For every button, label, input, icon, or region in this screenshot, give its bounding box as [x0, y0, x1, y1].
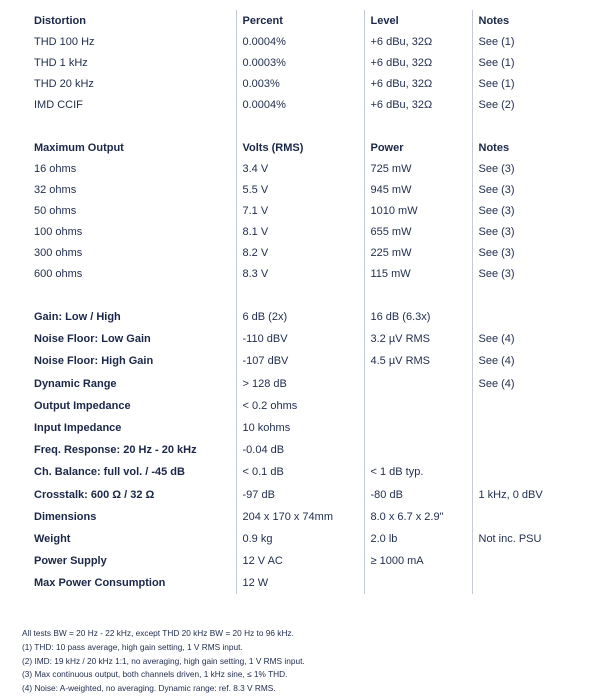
output-row-secondary: 945 mW	[364, 179, 472, 200]
output-header-row-secondary: Power	[364, 137, 472, 158]
section-spacer	[28, 284, 568, 306]
general-row-notes	[472, 306, 568, 328]
output-row-parameter: 600 ohms	[34, 267, 83, 280]
general-row-notes: See (4)	[472, 328, 568, 350]
general-row	[28, 373, 568, 395]
output-row	[28, 242, 568, 263]
output-row-notes: See (3)	[472, 242, 568, 263]
distortion-header-row-parameter: Distortion	[34, 14, 86, 27]
distortion-header-row-notes: Notes	[472, 10, 568, 31]
output-row-parameter: 300 ohms	[34, 246, 83, 259]
distortion-row	[28, 73, 568, 94]
general-row-notes	[472, 550, 568, 572]
general-row-secondary: < 1 dB typ.	[364, 461, 472, 483]
footnote-2: (2) IMD: 19 kHz / 20 kHz 1:1, no averaging, high gain setting, 1 V RMS input.	[22, 655, 305, 666]
general-row-parameter: Crosstalk: 600 Ω / 32 Ω	[34, 488, 155, 501]
output-row	[28, 158, 568, 179]
general-row-notes	[472, 506, 568, 528]
distortion-header-row	[28, 10, 568, 31]
output-row-secondary: 225 mW	[364, 242, 472, 263]
general-row-value: < 0.2 ohms	[236, 395, 364, 417]
distortion-row-value: 0.0004%	[236, 31, 364, 52]
general-row-value: 10 kohms	[236, 417, 364, 439]
distortion-row-notes: See (1)	[472, 52, 568, 73]
general-row-value: 6 dB (2x)	[236, 306, 364, 328]
general-row-secondary	[364, 417, 472, 439]
output-row-notes: See (3)	[472, 200, 568, 221]
output-header-row-value: Volts (RMS)	[236, 137, 364, 158]
general-row-notes	[472, 417, 568, 439]
distortion-row-secondary: +6 dBu, 32Ω	[364, 31, 472, 52]
general-row-value: > 128 dB	[236, 373, 364, 395]
general-row-secondary	[364, 395, 472, 417]
output-row-secondary: 725 mW	[364, 158, 472, 179]
general-row-parameter: Freq. Response: 20 Hz - 20 kHz	[34, 444, 197, 457]
general-row	[28, 528, 568, 550]
distortion-row-notes: See (1)	[472, 73, 568, 94]
general-row-notes	[472, 395, 568, 417]
general-row-value: 12 W	[236, 572, 364, 594]
general-row-value: 0.9 kg	[236, 528, 364, 550]
general-row-secondary: 16 dB (6.3x)	[364, 306, 472, 328]
general-row-secondary: 8.0 x 6.7 x 2.9"	[364, 506, 472, 528]
general-row-secondary: 4.5 µV RMS	[364, 350, 472, 372]
output-row	[28, 221, 568, 242]
output-row-secondary: 1010 mW	[364, 200, 472, 221]
output-row-value: 8.2 V	[236, 242, 364, 263]
distortion-row-value: 0.003%	[236, 73, 364, 94]
general-row-parameter: Output Impedance	[34, 399, 131, 412]
general-row	[28, 461, 568, 483]
distortion-row-notes: See (1)	[472, 31, 568, 52]
distortion-row-secondary: +6 dBu, 32Ω	[364, 52, 472, 73]
spec-table	[28, 10, 568, 594]
general-row	[28, 550, 568, 572]
general-row-notes: See (4)	[472, 350, 568, 372]
general-row	[28, 350, 568, 372]
general-row	[28, 484, 568, 506]
distortion-row	[28, 94, 568, 115]
general-row-parameter: Gain: Low / High	[34, 311, 121, 324]
general-row-parameter: Max Power Consumption	[34, 577, 166, 590]
general-row-secondary	[364, 373, 472, 395]
output-row-value: 5.5 V	[236, 179, 364, 200]
general-row-value: 12 V AC	[236, 550, 364, 572]
general-row	[28, 417, 568, 439]
output-header-row	[28, 137, 568, 158]
general-row-parameter: Ch. Balance: full vol. / -45 dB	[34, 466, 185, 479]
output-row-value: 3.4 V	[236, 158, 364, 179]
general-row	[28, 306, 568, 328]
output-row-notes: See (3)	[472, 263, 568, 284]
general-row-parameter: Noise Floor: High Gain	[34, 355, 154, 368]
distortion-row-value: 0.0004%	[236, 94, 364, 115]
output-header-row-notes: Notes	[472, 137, 568, 158]
output-row-secondary: 115 mW	[364, 263, 472, 284]
output-row-parameter: 50 ohms	[34, 204, 77, 217]
output-row-value: 7.1 V	[236, 200, 364, 221]
distortion-row	[28, 52, 568, 73]
general-row	[28, 506, 568, 528]
general-row-parameter: Weight	[34, 532, 71, 545]
general-row-parameter: Dynamic Range	[34, 377, 117, 390]
general-row-parameter: Input Impedance	[34, 422, 122, 435]
output-row-notes: See (3)	[472, 158, 568, 179]
distortion-row-notes: See (2)	[472, 94, 568, 115]
general-row	[28, 572, 568, 594]
output-header-row-parameter: Maximum Output	[34, 141, 124, 154]
general-row-secondary: 2.0 lb	[364, 528, 472, 550]
output-row	[28, 263, 568, 284]
output-row-parameter: 100 ohms	[34, 225, 83, 238]
footnote-1: (1) THD: 10 pass average, high gain setting, 1 V RMS input.	[22, 641, 243, 652]
output-row-value: 8.1 V	[236, 221, 364, 242]
general-row-value: -0.04 dB	[236, 439, 364, 461]
general-row-value: -110 dBV	[236, 328, 364, 350]
general-row	[28, 328, 568, 350]
output-row-parameter: 32 ohms	[34, 183, 77, 196]
general-row	[28, 439, 568, 461]
general-row-notes	[472, 461, 568, 483]
output-row-notes: See (3)	[472, 221, 568, 242]
general-row-secondary: -80 dB	[364, 484, 472, 506]
output-row	[28, 200, 568, 221]
distortion-row-parameter: THD 1 kHz	[34, 56, 88, 69]
output-row	[28, 179, 568, 200]
output-row-secondary: 655 mW	[364, 221, 472, 242]
general-row-secondary: 3.2 µV RMS	[364, 328, 472, 350]
general-row-notes	[472, 439, 568, 461]
general-row-secondary: ≥ 1000 mA	[364, 550, 472, 572]
spec-table-body	[28, 10, 568, 594]
general-row-notes	[472, 572, 568, 594]
distortion-row	[28, 31, 568, 52]
general-row-notes: 1 kHz, 0 dBV	[472, 484, 568, 506]
distortion-row-secondary: +6 dBu, 32Ω	[364, 73, 472, 94]
general-row-parameter: Noise Floor: Low Gain	[34, 333, 151, 346]
general-row-value: < 0.1 dB	[236, 461, 364, 483]
general-row-value: 204 x 170 x 74mm	[236, 506, 364, 528]
distortion-header-row-value: Percent	[236, 10, 364, 31]
general-row-notes: See (4)	[472, 373, 568, 395]
general-row-value: -107 dBV	[236, 350, 364, 372]
output-row-value: 8.3 V	[236, 263, 364, 284]
section-spacer	[28, 115, 568, 137]
distortion-row-parameter: IMD CCIF	[34, 98, 83, 111]
general-row-notes: Not inc. PSU	[472, 528, 568, 550]
general-row-parameter: Power Supply	[34, 555, 107, 568]
general-row-parameter: Dimensions	[34, 510, 97, 523]
general-row-value: -97 dB	[236, 484, 364, 506]
output-row-notes: See (3)	[472, 179, 568, 200]
distortion-row-value: 0.0003%	[236, 52, 364, 73]
distortion-row-parameter: THD 20 kHz	[34, 77, 94, 90]
output-row-parameter: 16 ohms	[34, 162, 77, 175]
distortion-row-parameter: THD 100 Hz	[34, 35, 95, 48]
footnotes	[22, 627, 305, 696]
general-row-secondary	[364, 439, 472, 461]
general-row	[28, 395, 568, 417]
footnote-3: (3) Max continuous output, both channels driven, 1 kHz sine, ≤ 1% THD.	[22, 669, 288, 680]
general-row-secondary	[364, 572, 472, 594]
footnote-general: All tests BW = 20 Hz - 22 kHz, except THD 20 kHz BW = 20 Hz to 96 kHz.	[22, 628, 294, 638]
footnote-4: (4) Noise: A-weighted, no averaging. Dynamic range: ref. 8.3 V RMS.	[22, 683, 276, 694]
distortion-header-row-secondary: Level	[364, 10, 472, 31]
distortion-row-secondary: +6 dBu, 32Ω	[364, 94, 472, 115]
